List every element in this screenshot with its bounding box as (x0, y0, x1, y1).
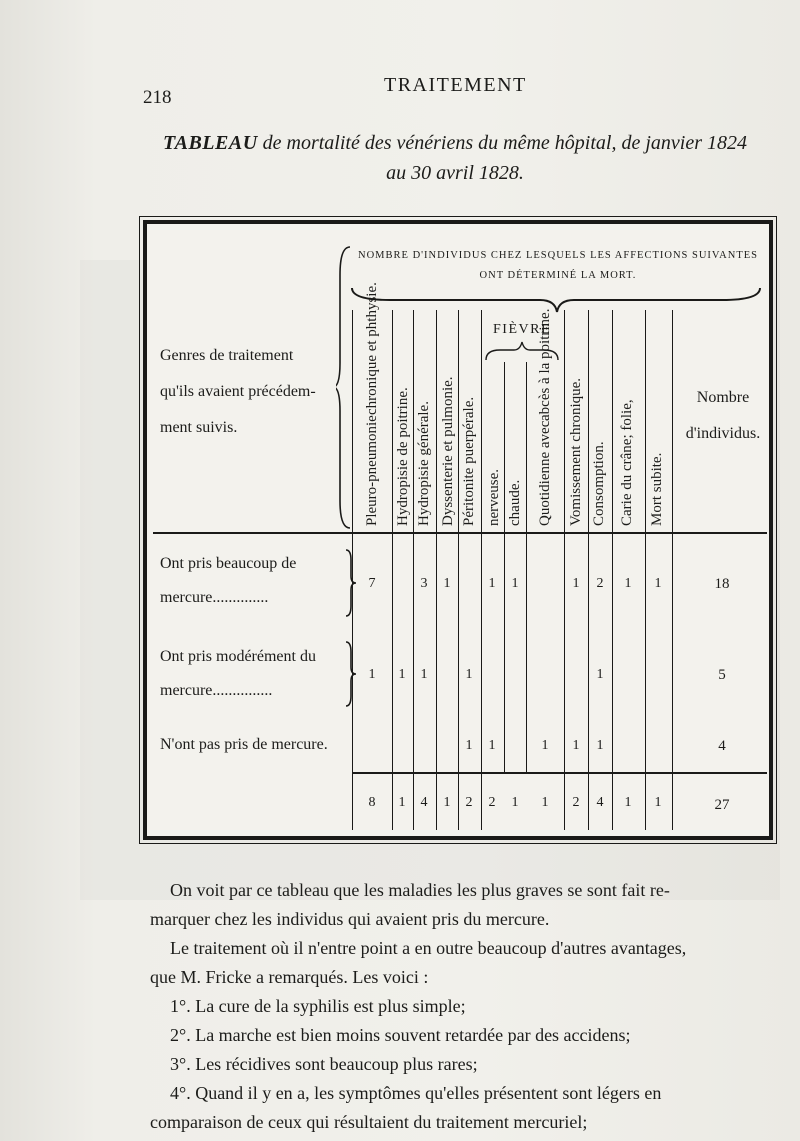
col-header-consomption (589, 312, 609, 526)
caption-line-2: au 30 avril 1828. (386, 162, 524, 184)
table-cell: 1 (398, 667, 406, 682)
column-total: 2 (465, 795, 473, 810)
col-header-line: Quotidienne avec (537, 420, 553, 526)
row-label-line: Ont pris beaucoup de (160, 555, 297, 572)
running-title: TRAITEMENT (384, 74, 527, 96)
header-separator-rule (153, 532, 767, 534)
col-header-nerveuse (484, 362, 504, 526)
col-header-pleuro (353, 282, 391, 526)
column-rule (413, 310, 414, 830)
row-brace (344, 548, 358, 618)
col-header-line: Péritonite puerpérale. (461, 396, 477, 526)
genres-header (160, 338, 340, 446)
column-total: 1 (541, 795, 549, 810)
column-total: 1 (654, 795, 662, 810)
col-header-line: chaude. (507, 479, 523, 526)
genres-line: ment suivis. (160, 419, 238, 436)
col-header-line: abcès à la poitrine. (537, 308, 553, 421)
row-label-line: mercure............... (160, 682, 273, 699)
body-line: que M. Fricke a remarqués. Les voici : (150, 967, 429, 987)
table-cell: 1 (572, 738, 580, 753)
body-line: On voit par ce tableau que les maladies les plus graves se sont fait re- (170, 880, 670, 900)
column-total: 8 (368, 795, 376, 810)
col-header-dyssenterie (438, 312, 458, 526)
page-number: 218 (143, 87, 172, 108)
column-total: 2 (488, 795, 496, 810)
column-rule (612, 310, 613, 830)
col-header-line: chronique et phthysie. (364, 282, 380, 416)
body-text (150, 876, 782, 1137)
nombre-header (683, 380, 763, 452)
genres-line: qu'ils avaient précédem- (160, 383, 316, 400)
caption-line1-rest: de mortalité des vénériens du même hôpital, de janvier 1824 (257, 132, 747, 154)
column-total: 2 (572, 795, 580, 810)
column-total: 4 (420, 795, 428, 810)
table-cell: 1 (624, 576, 632, 591)
row-label-line: Ont pris modérément du (160, 648, 316, 665)
col-header-line: nerveuse. (486, 468, 502, 526)
col-header-line: Hydropisie de poitrine. (395, 387, 411, 526)
table-cell: 1 (465, 667, 473, 682)
col-header-line: Pleuro-pneumonie (364, 415, 380, 526)
col-header-peritonite (459, 312, 479, 526)
grand-total: 27 (714, 797, 730, 813)
column-rule (645, 310, 646, 830)
body-line: marquer chez les individus qui avaient pris du mercure. (150, 909, 550, 929)
running-head (0, 70, 800, 110)
nombre-header-line: d'individus. (685, 425, 761, 442)
table-cell: 1 (488, 738, 496, 753)
column-rule (672, 310, 673, 830)
table-cell: 1 (596, 667, 604, 682)
col-header-hydropisie-poitrine (393, 312, 413, 526)
row-brace (344, 640, 358, 708)
row-label-line: N'ont pas pris de mercure. (160, 736, 328, 753)
body-line: comparaison de ceux qui résultaient du traitement mercuriel; (150, 1112, 588, 1132)
col-header-chaude (505, 362, 525, 526)
table-cell: 1 (420, 667, 428, 682)
body-line: 3°. Les récidives sont beaucoup plus rares; (170, 1054, 478, 1074)
column-rule (526, 362, 527, 772)
header-top-line2: ONT DÉTERMINÉ LA MORT. (479, 270, 637, 281)
column-total: 1 (398, 795, 406, 810)
column-rule (588, 310, 589, 830)
col-header-line: Hydropisie générale. (416, 401, 432, 526)
table-cell: 1 (368, 667, 376, 682)
body-line: 2°. La marche est bien moins souvent retardée par des accidens; (170, 1025, 631, 1045)
col-header-hydropisie-generale (414, 312, 434, 526)
column-rule (392, 310, 393, 830)
row-total: 18 (714, 576, 730, 592)
table-cell: 1 (654, 576, 662, 591)
table-cell: 1 (541, 738, 549, 753)
column-total: 4 (596, 795, 604, 810)
table-cell: 1 (511, 576, 519, 591)
table-cell: 3 (420, 576, 428, 591)
nombre-header-line: Nombre (696, 389, 750, 406)
table-cell: 1 (465, 738, 473, 753)
row-total: 5 (718, 667, 726, 683)
table-cell: 7 (368, 576, 376, 591)
table-cell: 2 (596, 576, 604, 591)
genres-line: Genres de traitement (160, 347, 294, 364)
table-cell: 1 (596, 738, 604, 753)
row-label-pas-pris (160, 728, 328, 762)
col-header-line: Consomption. (591, 441, 607, 526)
column-rule (504, 362, 505, 772)
row-label-line: mercure.............. (160, 589, 269, 606)
col-header-line: Dyssenterie et pulmonie. (440, 376, 456, 526)
table-caption (140, 128, 770, 188)
col-header-mort-subite (647, 312, 667, 526)
col-header-line: Mort subite. (649, 452, 665, 526)
column-total: 1 (511, 795, 519, 810)
table-cell: 1 (572, 576, 580, 591)
table-cell: 1 (488, 576, 496, 591)
column-rule (436, 310, 437, 830)
col-header-vomissement (566, 312, 586, 526)
table-cell: 1 (443, 576, 451, 591)
col-header-line: Vomissement chronique. (568, 377, 584, 526)
header-top-line1: NOMBRE D'INDIVIDUS CHEZ LESQUELS LES AFFECTIONS SUIVANTES (358, 250, 758, 261)
column-rule (564, 310, 565, 830)
column-total: 1 (443, 795, 451, 810)
row-total: 4 (718, 738, 726, 754)
column-total: 1 (624, 795, 632, 810)
body-line: 1°. La cure de la syphilis est plus simple; (170, 996, 466, 1016)
body-line: 4°. Quand il y en a, les symptômes qu'elles présentent sont légers en (170, 1083, 662, 1103)
row-label-beaucoup (160, 547, 296, 615)
fievre-header: FIÈVRE (493, 322, 551, 337)
col-header-quotidienne (527, 308, 563, 526)
totals-separator-rule (352, 772, 767, 774)
body-line: Le traitement où il n'entre point a en outre beaucoup d'autres avantages, (170, 938, 687, 958)
caption-lead: TABLEAU (163, 132, 258, 154)
col-header-carie (617, 312, 637, 526)
row-label-moderement (160, 640, 316, 708)
col-header-line: Carie du crâne; folie, (619, 399, 635, 526)
caption-line-1 (140, 128, 770, 158)
